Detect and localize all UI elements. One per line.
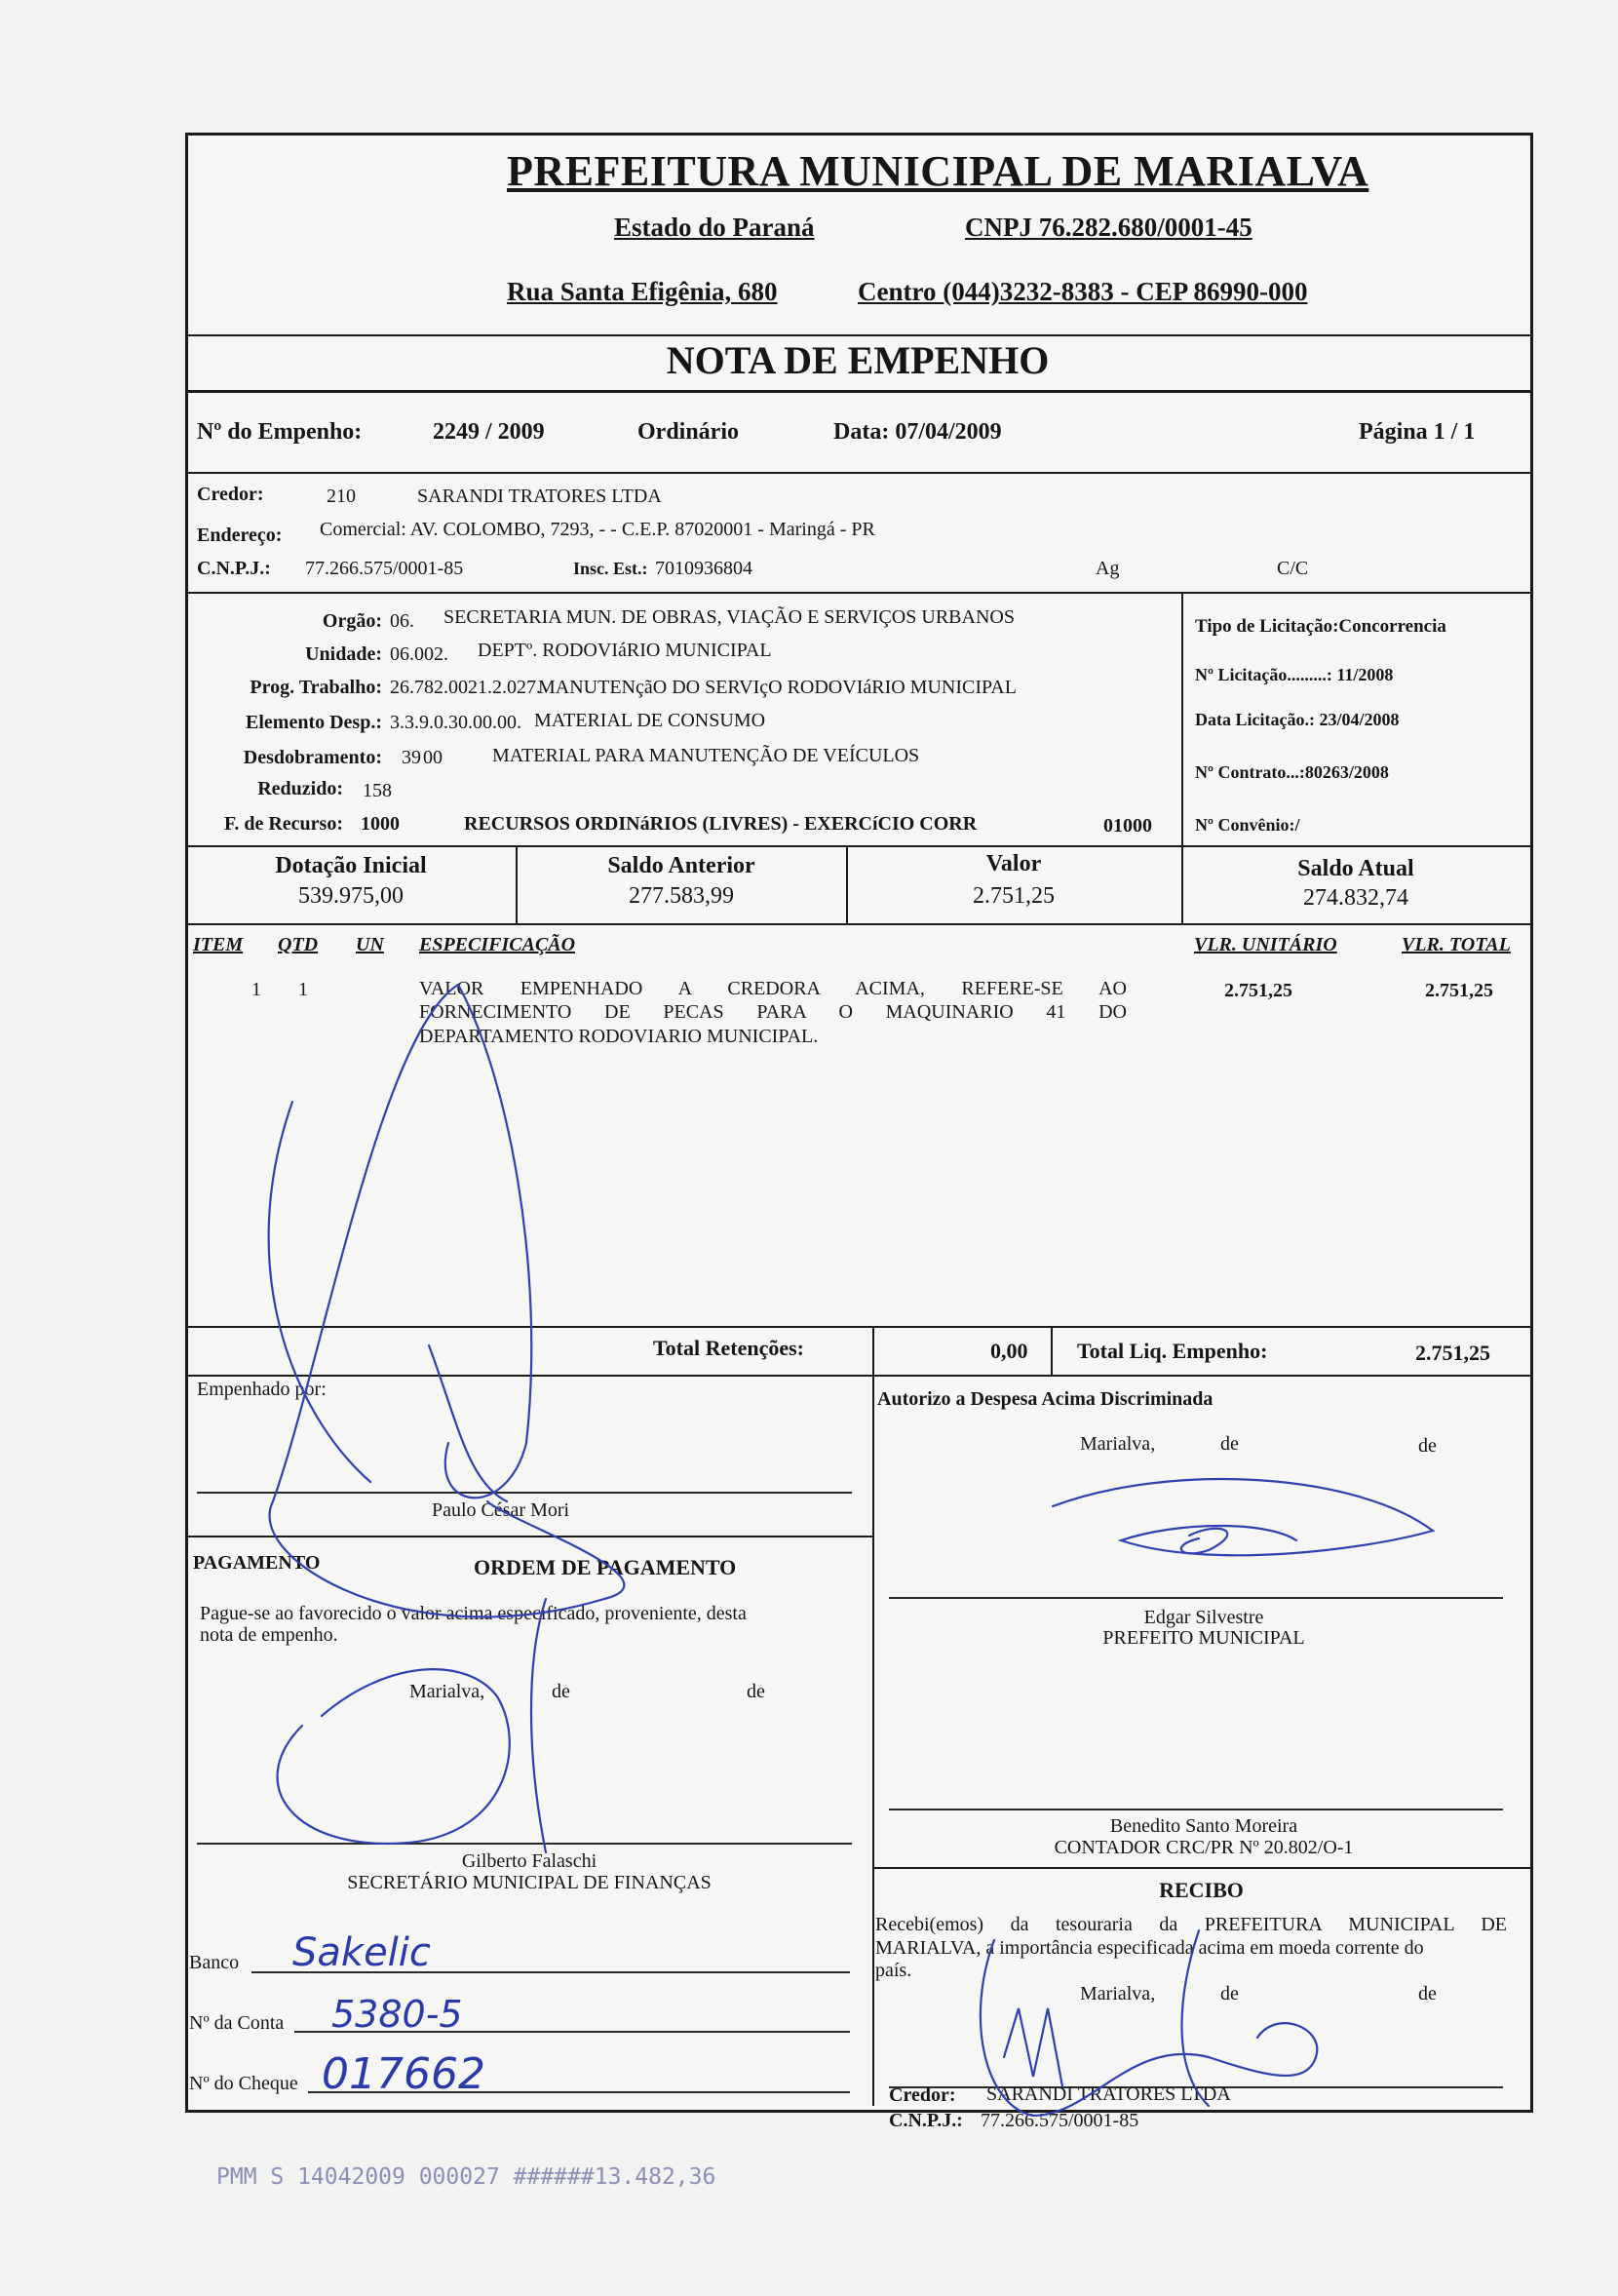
reduzido-value: 158 <box>363 780 392 801</box>
retencoes-label: Total Retenções: <box>653 1336 804 1360</box>
insc-label: Insc. Est.: <box>573 559 648 578</box>
recibo-title: RECIBO <box>1159 1878 1244 1902</box>
autorizo-city: Marialva, <box>1080 1433 1156 1455</box>
col-un: UN <box>356 934 384 955</box>
unidade-code: 06.002. <box>390 643 448 665</box>
autorizo-name: Edgar Silvestre <box>1143 1607 1264 1628</box>
endereco-value: Comercial: AV. COLOMBO, 7293, - - C.E.P. 87020001 - Maringá - PR <box>320 519 875 540</box>
anterior-label: Saldo Anterior <box>607 853 755 878</box>
desdobramento-label: Desdobramento: <box>243 747 382 768</box>
cnpj-label: CNPJ 76.282.680/0001-45 <box>965 213 1252 242</box>
conta-handwritten: 5380-5 <box>331 1993 463 2036</box>
address-label: Centro (044)3232-8383 - CEP 86990-000 <box>858 277 1308 306</box>
insc-value: 7010936804 <box>655 558 752 579</box>
col-unit: VLR. UNITÁRIO <box>1194 934 1337 955</box>
banco-handwritten: Sakelic <box>292 1930 431 1975</box>
elemento-value: MATERIAL DE CONSUMO <box>534 710 766 731</box>
valor-value: 2.751,25 <box>973 883 1055 909</box>
licitacao-tipo: Tipo de Licitação:Concorrencia <box>1195 616 1446 637</box>
credor-code: 210 <box>327 486 356 507</box>
contador-name: Benedito Santo Moreira <box>1109 1815 1298 1837</box>
cc-label: C/C <box>1277 558 1309 579</box>
item-unit-value: 2.751,25 <box>1224 980 1292 1001</box>
contador-role: CONTADOR CRC/PR Nº 20.802/O-1 <box>1054 1837 1354 1858</box>
credor-name: SARANDI TRATORES LTDA <box>417 486 662 507</box>
orgao-value: SECRETARIA MUN. DE OBRAS, VIAÇÃO E SERVIÇOS URBANOS <box>443 606 1015 628</box>
recibo-credor-label: Credor: <box>889 2084 956 2106</box>
dotacao-label: Dotação Inicial <box>275 853 427 878</box>
item-desc-line2: FORNECIMENTO DE PECAS PARA O MAQUINARIO 41 DO <box>419 1001 1127 1023</box>
orgao-label: Orgão: <box>322 610 382 632</box>
col-total: VLR. TOTAL <box>1402 934 1511 955</box>
recibo-de1: de <box>1220 1983 1239 2004</box>
state-label: Estado do Paraná <box>614 213 815 242</box>
item-desc-line3: DEPARTAMENTO RODOVIARIO MUNICIPAL. <box>419 1026 819 1047</box>
licitacao-convenio: Nº Convênio:/ <box>1195 815 1300 835</box>
footer-stamp: PMM S 14042009 000027 ######13.482,36 <box>216 2164 716 2190</box>
item-total-value: 2.751,25 <box>1425 980 1493 1001</box>
recibo-city: Marialva, <box>1080 1983 1156 2004</box>
conta-label: Nº da Conta <box>189 2012 285 2034</box>
unidade-value: DEPTº. RODOVIáRIO MUNICIPAL <box>478 640 772 661</box>
anterior-value: 277.583,99 <box>629 883 734 909</box>
prog-label: Prog. Trabalho: <box>250 677 382 698</box>
recurso-code: 1000 <box>361 813 400 835</box>
autorizo-de2: de <box>1418 1435 1437 1457</box>
recibo-text1: Recebi(emos) da tesouraria da PREFEITURA MUNICIPAL DE <box>875 1914 1507 1935</box>
prog-value: MANUTENçãO DO SERVIçO RODOVIáRIO MUNICIPAL <box>538 677 1017 698</box>
licitacao-data: Data Licitação.: 23/04/2008 <box>1195 710 1400 729</box>
desdobramento-sub: 00 <box>423 747 443 768</box>
recurso-value: RECURSOS ORDINáRIOS (LIVRES) - EXERCíCIO CORR <box>464 813 978 835</box>
prog-code: 26.782.0021.2.027. <box>390 677 541 698</box>
recibo-cnpj-label: C.N.P.J.: <box>889 2110 963 2131</box>
liquido-value: 2.751,25 <box>1415 1341 1490 1365</box>
empenho-number: 2249 / 2009 <box>433 419 545 445</box>
recibo-cnpj: 77.266.575/0001-85 <box>981 2110 1139 2131</box>
endereco-label: Endereço: <box>197 525 283 546</box>
recibo-text3: país. <box>875 1960 912 1981</box>
pagamento-text1: Pague-se ao favorecido o valor acima especificado, proveniente, desta <box>200 1603 747 1624</box>
retencoes-value: 0,00 <box>990 1339 1028 1363</box>
col-qtd: QTD <box>278 934 319 955</box>
banco-label: Banco <box>189 1952 240 1973</box>
pagamento-name: Gilberto Falaschi <box>461 1850 597 1872</box>
recurso-num: 01000 <box>1103 815 1152 837</box>
pagamento-text2: nota de empenho. <box>200 1624 338 1646</box>
liquido-label: Total Liq. Empenho: <box>1077 1339 1268 1363</box>
item-number: 1 <box>251 979 261 1000</box>
cheque-label: Nº do Cheque <box>189 2073 298 2094</box>
desdobramento-code: 39 <box>402 747 421 768</box>
page-title: PREFEITURA MUNICIPAL DE MARIALVA <box>507 147 1369 195</box>
empenho-date: Data: 07/04/2009 <box>833 419 1002 445</box>
elemento-code: 3.3.9.0.30.00.00. <box>390 712 521 733</box>
pagamento-city: Marialva, <box>409 1681 485 1702</box>
document-title: NOTA DE EMPENHO <box>666 338 1050 382</box>
empenhado-name: Paulo César Mori <box>432 1499 570 1521</box>
valor-label: Valor <box>985 851 1042 876</box>
item-qtd: 1 <box>298 979 308 1000</box>
recibo-credor: SARANDI TRATORES LTDA <box>986 2083 1231 2105</box>
reduzido-label: Reduzido: <box>257 778 343 799</box>
atual-value: 274.832,74 <box>1303 885 1408 911</box>
credor-label: Credor: <box>197 484 264 505</box>
autorizo-role: PREFEITO MUNICIPAL <box>1102 1627 1305 1649</box>
ag-label: Ag <box>1096 558 1120 579</box>
recibo-text2: MARIALVA, a importância especificada acima em moeda corrente do <box>875 1937 1424 1959</box>
ordem-label: ORDEM DE PAGAMENTO <box>474 1555 737 1579</box>
empenho-label: Nº do Empenho: <box>197 419 363 445</box>
item-desc-line1: VALOR EMPENHADO A CREDORA ACIMA, REFERE-SE AO <box>419 978 1127 999</box>
dotacao-value: 539.975,00 <box>298 883 404 909</box>
recurso-label: F. de Recurso: <box>223 813 343 835</box>
credor-cnpj: 77.266.575/0001-85 <box>305 558 464 579</box>
pagamento-de1: de <box>552 1681 570 1702</box>
pagamento-role: SECRETÁRIO MUNICIPAL DE FINANÇAS <box>347 1872 712 1893</box>
autorizo-de1: de <box>1220 1433 1239 1455</box>
col-item: ITEM <box>193 934 244 955</box>
empenhado-label: Empenhado por: <box>197 1379 327 1400</box>
empenho-type: Ordinário <box>637 419 740 445</box>
col-espec: ESPECIFICAÇÃO <box>419 934 576 955</box>
atual-label: Saldo Atual <box>1297 856 1414 881</box>
licitacao-numero: Nº Licitação.........: 11/2008 <box>1195 665 1394 684</box>
pagamento-de2: de <box>747 1681 765 1702</box>
elemento-label: Elemento Desp.: <box>246 712 382 733</box>
orgao-code: 06. <box>390 610 414 632</box>
autorizo-label: Autorizo a Despesa Acima Discriminada <box>877 1388 1214 1410</box>
credor-cnpj-label: C.N.P.J.: <box>197 558 271 579</box>
page-number: Página 1 / 1 <box>1359 419 1476 445</box>
pagamento-label: PAGAMENTO <box>193 1552 321 1574</box>
recibo-de2: de <box>1418 1983 1437 2004</box>
unidade-label: Unidade: <box>305 643 382 665</box>
street-label: Rua Santa Efigênia, 680 <box>507 277 778 306</box>
licitacao-contrato: Nº Contrato...:80263/2008 <box>1195 762 1389 782</box>
desdobramento-value: MATERIAL PARA MANUTENÇÃO DE VEÍCULOS <box>492 745 920 766</box>
cheque-handwritten: 017662 <box>322 2049 485 2099</box>
